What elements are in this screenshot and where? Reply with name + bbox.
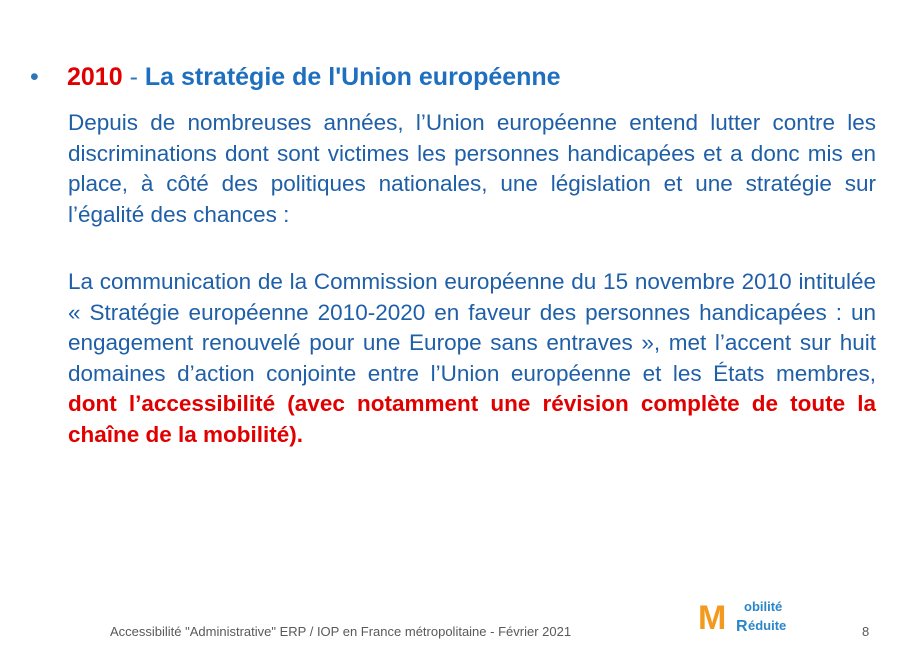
bullet-icon: • (30, 63, 39, 91)
logo-line-2: éduite (748, 618, 787, 633)
mobilite-reduite-logo (694, 596, 804, 644)
logo-letter-r: R (736, 618, 748, 635)
paragraph-communication (68, 267, 876, 450)
paragraph-intro: Depuis de nombreuses années, l’Union européenne entend lutter contre les discriminations dont sont victimes les personnes handicapées et a donc mis en place, à côté des politiques nationales, une législation et une stratégie sur l’égalité des chances : (68, 110, 876, 227)
paragraph-communication-text: La communication de la Commission européenne du 15 novembre 2010 intitulée « Stratégie européenne 2010-2020 en faveur des personnes handicapées : un engagement renouvelé pour une Europe sans entraves », met l’accent sur huit domaines d’action conjointe entre l’Union européenne et les États membres, (68, 269, 876, 386)
footer-text: Accessibilité "Administrative" ERP / IOP en France métropolitaine - Février 2021 (110, 624, 572, 639)
heading-year: 2010 (67, 63, 123, 91)
slide-heading (30, 62, 880, 92)
page-number: 8 (862, 624, 870, 639)
paragraph-communication-emphasis: dont l’accessibilité (avec notamment une révision complète de toute la chaîne de la mobilité). (68, 391, 876, 447)
logo-letter-m: M (698, 599, 727, 637)
heading-separator: - (122, 63, 145, 91)
heading-title: La stratégie de l'Union européenne (144, 63, 561, 91)
logo-line-1: obilité (744, 599, 783, 614)
